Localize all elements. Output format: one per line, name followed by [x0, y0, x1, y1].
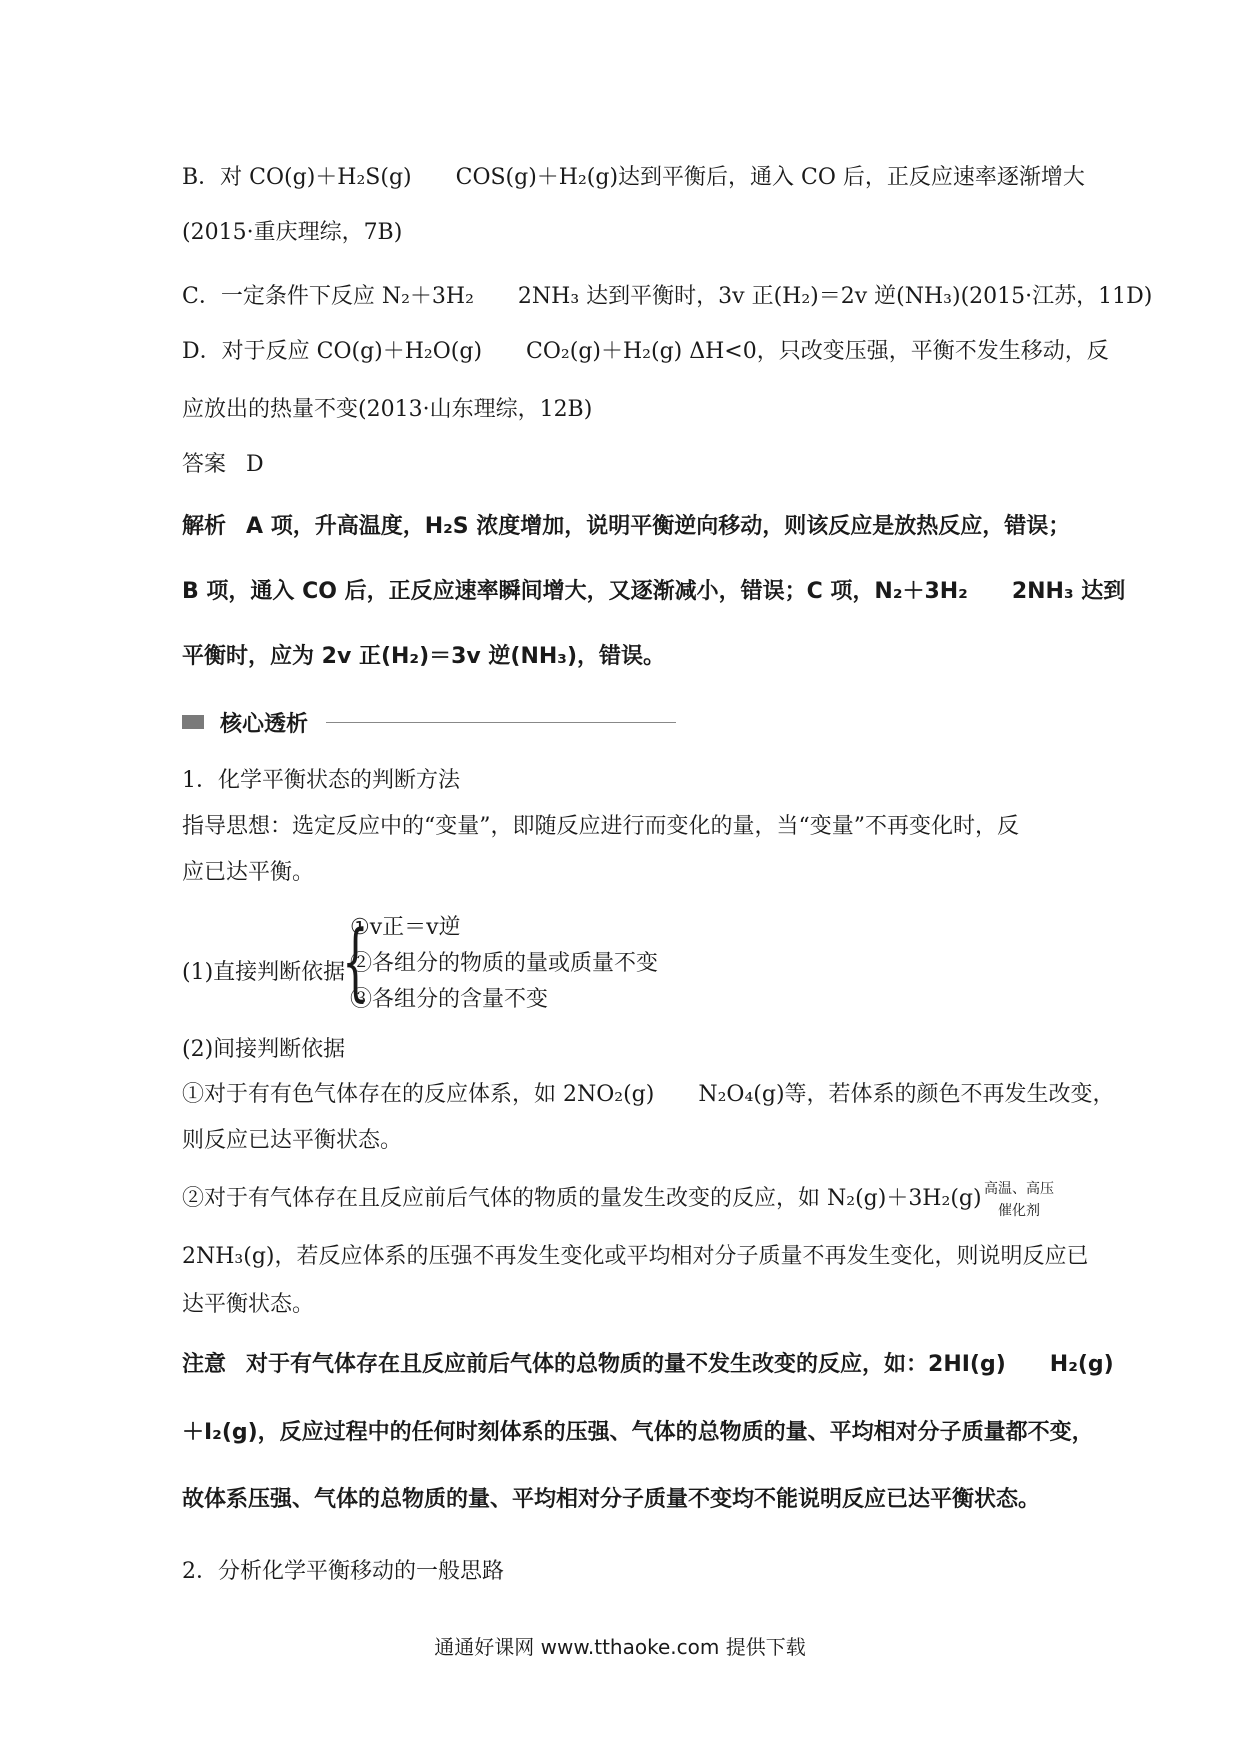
point2-title: 2．分析化学平衡移动的一般思路 — [182, 1559, 504, 1584]
indirect-item1-line1 — [182, 1080, 1115, 1110]
direct-criteria-item: ②各组分的物质的量或质量不变 — [350, 951, 659, 976]
option-d-line1 — [182, 337, 1109, 367]
note-text-1b: H₂(g) — [1049, 1352, 1114, 1377]
option-c-products: 2NH₃ 达到平衡时，3v 正(H₂)＝2v 逆(NH₃)(2015·江苏，11D) — [517, 284, 1153, 309]
note-line2: ＋I₂(g)，反应过程中的任何时刻体系的压强、气体的总物质的量、平均相对分子质量都不变， — [182, 1420, 1094, 1445]
option-d-reactants: D．对于反应 CO(g)＋H₂O(g) — [182, 339, 483, 364]
option-b-products: COS(g)＋H₂(g)达到平衡后，通入 CO 后，正反应速率逐渐增大 — [455, 165, 1085, 190]
analysis-text-2b: 2NH₃ 达到 — [1011, 579, 1126, 604]
analysis-label: 解析 — [182, 514, 227, 539]
direct-criteria-item: ①v正＝v逆 — [350, 915, 461, 940]
section-divider — [326, 722, 676, 723]
analysis-line2 — [182, 577, 1125, 607]
section-title: 核心透析 — [220, 711, 309, 737]
option-c-line1 — [182, 282, 1152, 312]
direct-criteria-item: ③各组分的含量不变 — [350, 987, 549, 1012]
option-d-line2: 应放出的热量不变(2013·山东理综，12B) — [182, 397, 593, 422]
option-c-reactants: C．一定条件下反应 N₂＋3H₂ — [182, 284, 474, 309]
analysis-line1 — [182, 512, 1070, 542]
answer-line — [182, 450, 264, 480]
option-d-products: CO₂(g)＋H₂(g) ΔH<0，只改变压强，平衡不发生移动，反 — [526, 339, 1109, 364]
analysis-text-1: A 项，升高温度，H₂S 浓度增加，说明平衡逆向移动，则该反应是放热反应，错误； — [246, 514, 1071, 539]
analysis-text-2a: B 项，通入 CO 后，正反应速率瞬间增大，又逐渐减小，错误；C 项，N₂＋3H₂ — [182, 579, 968, 604]
indirect-item2-line1: ②对于有气体存在且反应前后气体的物质的量发生改变的反应，如 N₂(g)＋3H₂(g) — [182, 1186, 982, 1211]
answer-value: D — [246, 452, 264, 477]
point1-guide-line2: 应已达平衡。 — [182, 860, 315, 885]
note-line1 — [182, 1350, 1114, 1380]
direct-criteria-label: (1)直接判断依据 — [182, 960, 346, 985]
reaction-condition-bottom: 催化剂 — [998, 1203, 1040, 1219]
indirect-item1-line2: 则反应已达平衡状态。 — [182, 1128, 403, 1153]
note-label: 注意 — [182, 1352, 227, 1377]
section-marker-icon — [182, 715, 204, 729]
left-brace-icon: { — [342, 912, 369, 1010]
indirect-item2-line3: 达平衡状态。 — [182, 1292, 315, 1317]
answer-label: 答案 — [182, 452, 227, 477]
option-b-line2: (2015·重庆理综，7B) — [182, 220, 403, 245]
indirect-item1-reactants: ①对于有有色气体存在的反应体系，如 2NO₂(g) — [182, 1082, 655, 1107]
analysis-line3: 平衡时，应为 2v 正(H₂)＝3v 逆(NH₃)，错误。 — [182, 644, 666, 669]
option-b-reactants: B．对 CO(g)＋H₂S(g) — [182, 165, 412, 190]
reaction-condition-top: 高温、高压 — [984, 1181, 1054, 1197]
point1-guide-line1: 指导思想：选定反应中的“变量”，即随反应进行而变化的量，当“变量”不再变化时，反 — [182, 814, 1019, 839]
indirect-criteria-label: (2)间接判断依据 — [182, 1037, 346, 1062]
point1-title: 1．化学平衡状态的判断方法 — [182, 768, 460, 793]
option-b-line1 — [182, 163, 1085, 193]
note-text-1a: 对于有气体存在且反应前后气体的总物质的量不发生改变的反应，如：2HI(g) — [246, 1352, 1006, 1377]
indirect-item1-products: N₂O₄(g)等，若体系的颜色不再发生改变， — [698, 1082, 1115, 1107]
page-footer: 通通好课网 www.tthaoke.com 提供下载 — [434, 1635, 806, 1659]
reaction-conditions — [979, 1180, 1059, 1220]
indirect-item2-line2: 2NH₃(g)，若反应体系的压强不再发生变化或平均相对分子质量不再发生变化，则说明反应已 — [182, 1244, 1089, 1269]
section-header — [182, 705, 676, 739]
note-line3: 故体系压强、气体的总物质的量、平均相对分子质量不变均不能说明反应已达平衡状态。 — [182, 1487, 1041, 1512]
